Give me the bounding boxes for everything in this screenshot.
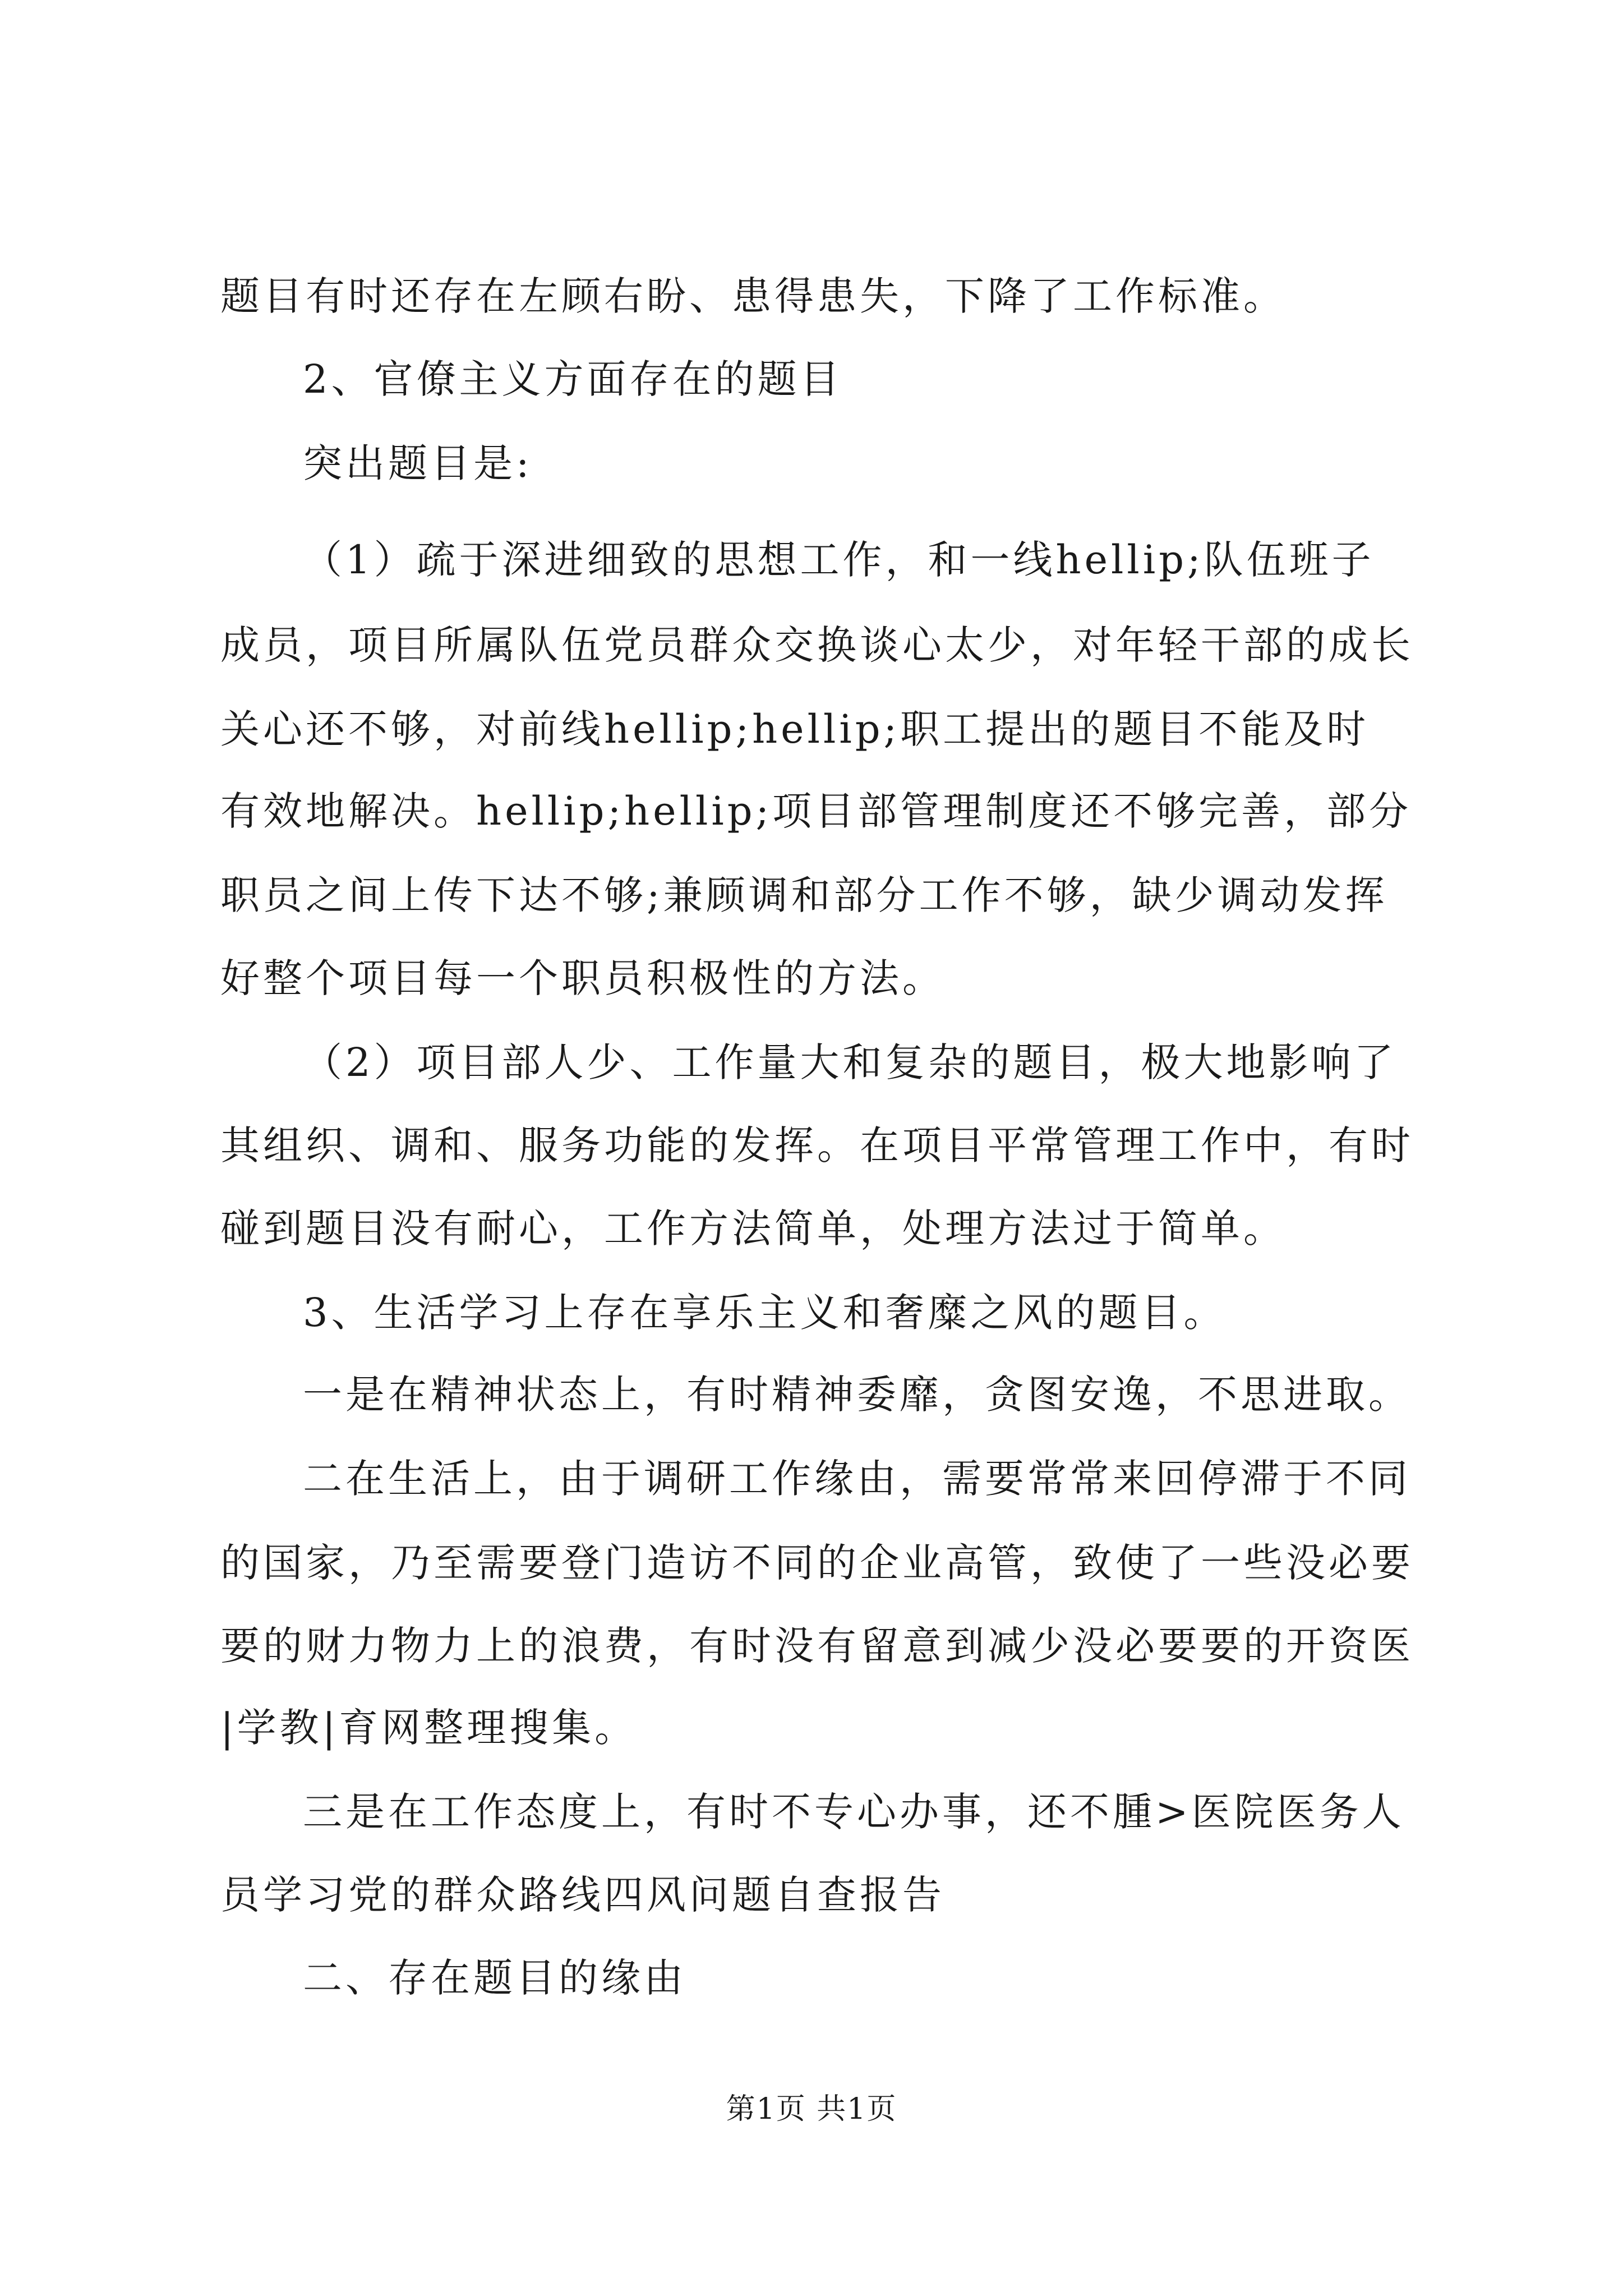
body-text-line: 成员，项目所属队伍党员群众交换谈心太少，对年轻干部的成长 <box>220 622 1414 668</box>
section-heading: 2、官僚主义方面存在的题目 <box>303 356 843 402</box>
body-text-line: 其组织、调和、服务功能的发挥。在项目平常管理工作中，有时 <box>220 1122 1414 1168</box>
body-text-line: |学教|育网整理搜集。 <box>220 1705 638 1751</box>
body-text-line: 关心还不够，对前线hellip;hellip;职工提出的题目不能及时 <box>220 706 1370 752</box>
section-heading: 二、存在题目的缘由 <box>303 1955 686 2001</box>
body-text-line: 二在生活上，由于调研工作缘由，需要常常来回停滞于不同 <box>303 1456 1411 1502</box>
body-text-line: 一是在精神状态上，有时精神委靡，贪图安逸，不思进取。 <box>303 1372 1411 1418</box>
body-text-line: 的国家，乃至需要登门造访不同的企业高管，致使了一些没必要 <box>220 1540 1414 1586</box>
body-text-line: （2）项目部人少、工作量大和复杂的题目，极大地影响了 <box>303 1039 1397 1085</box>
body-text-line: 要的财力物力上的浪费，有时没有留意到减少没必要要的开资医 <box>220 1623 1414 1669</box>
body-text-line: 职员之间上传下达不够;兼顾调和部分工作不够，缺少调动发挥 <box>220 872 1388 918</box>
page-number-footer: 第1页 共1页 <box>726 2092 897 2126</box>
body-text-line: 突出题目是: <box>303 440 533 486</box>
body-text-line: 碰到题目没有耐心，工作方法简单，处理方法过于简单。 <box>220 1205 1286 1251</box>
body-text-line: 题目有时还存在左顾右盼、患得患失，下降了工作标准。 <box>220 273 1286 319</box>
section-heading: 3、生活学习上存在享乐主义和奢糜之风的题目。 <box>303 1290 1227 1336</box>
body-text-line: （1）疏于深进细致的思想工作，和一线hellip;队伍班子 <box>303 537 1375 583</box>
body-text-line: 有效地解决。hellip;hellip;项目部管理制度还不够完善，部分 <box>220 788 1412 834</box>
body-text-line: 好整个项目每一个职员积极性的方法。 <box>220 955 945 1001</box>
body-text-line: 三是在工作态度上，有时不专心办事，还不腫>医院医务人 <box>303 1789 1405 1835</box>
body-text-line: 员学习党的群众路线四风问题自查报告 <box>220 1872 945 1918</box>
